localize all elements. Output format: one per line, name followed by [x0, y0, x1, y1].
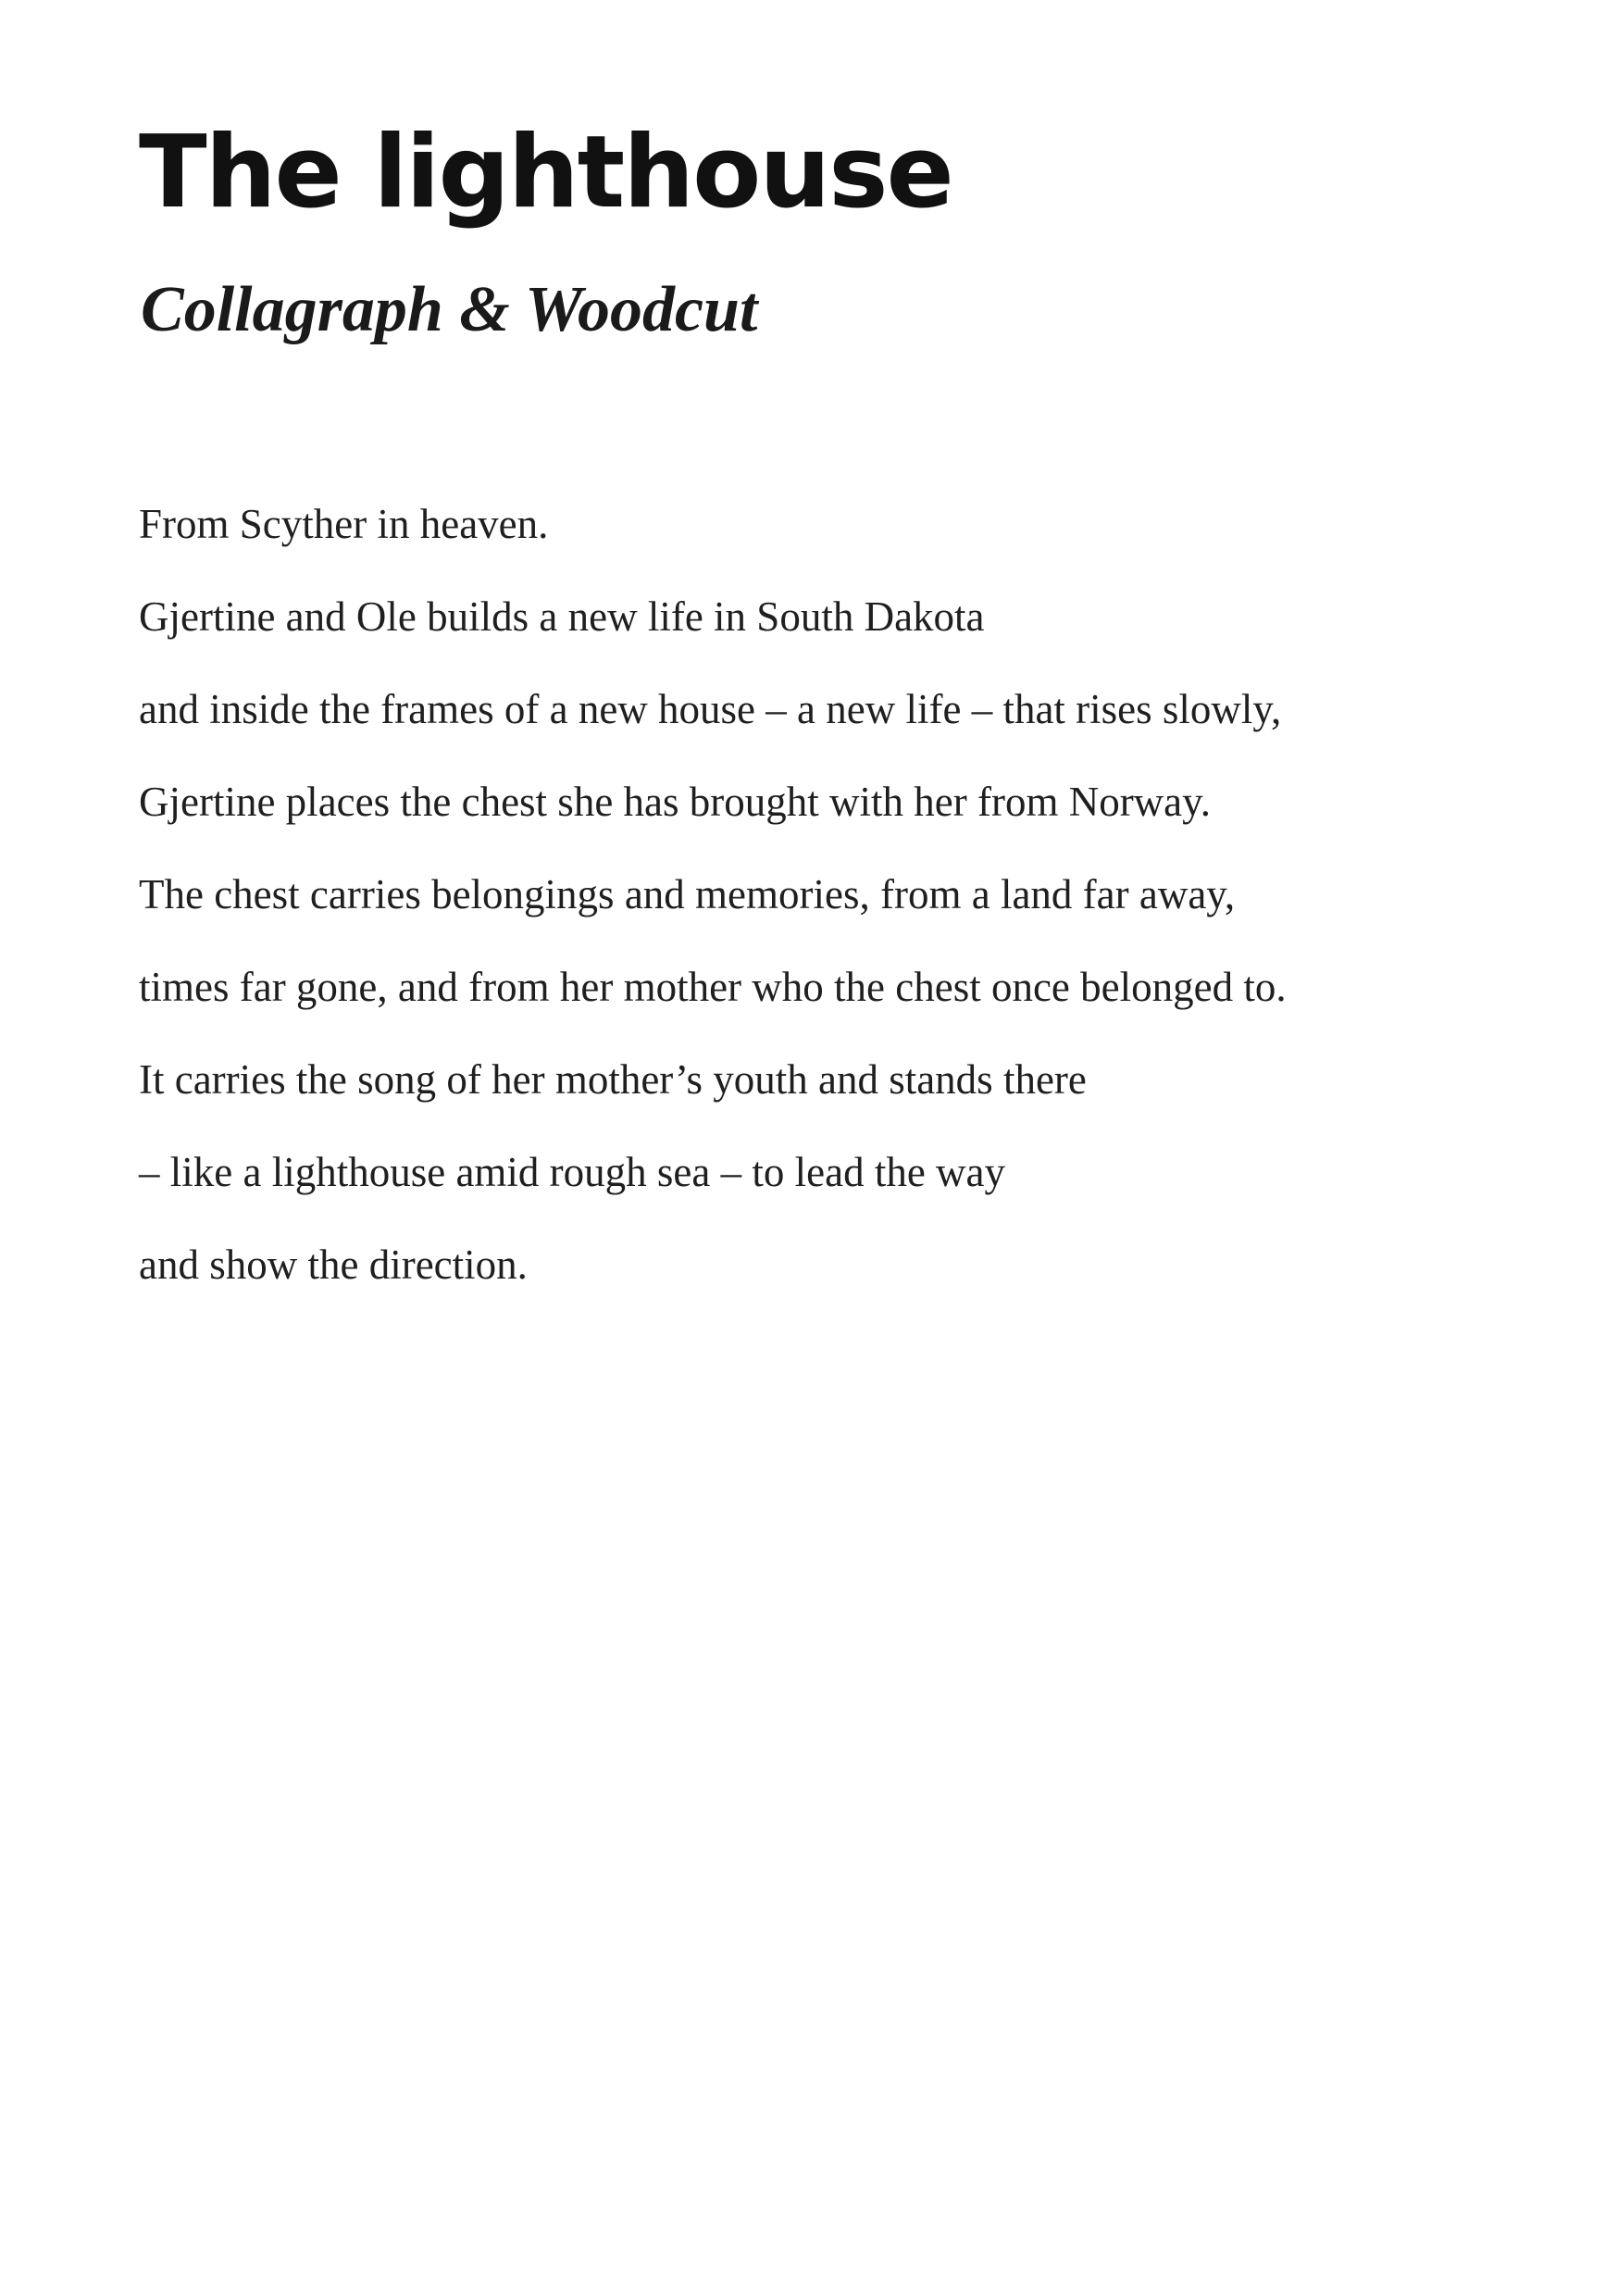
text-line: It carries the song of her mother’s youth and stands there	[139, 1056, 1087, 1103]
text-line: The chest carries belongings and memories, from a land far away,	[139, 871, 1236, 917]
text-line: and inside the frames of a new house – a new life – that rises slowly,	[139, 686, 1282, 732]
text-line: and show the direction.	[139, 1242, 528, 1288]
page-subtitle: Collagraph & Woodcut	[141, 274, 758, 345]
text-line: Gjertine places the chest she has brought with her from Norway.	[139, 779, 1211, 825]
text-line: times far gone, and from her mother who the chest once belonged to.	[139, 964, 1287, 1010]
text-line: Gjertine and Ole builds a new life in South Dakota	[139, 593, 985, 640]
text-line: From Scyther in heaven.	[139, 501, 549, 547]
text-line: – like a lighthouse amid rough sea – to lead the way	[139, 1149, 1006, 1195]
body-text	[139, 478, 1287, 1311]
page-title: The lighthouse	[139, 115, 952, 231]
